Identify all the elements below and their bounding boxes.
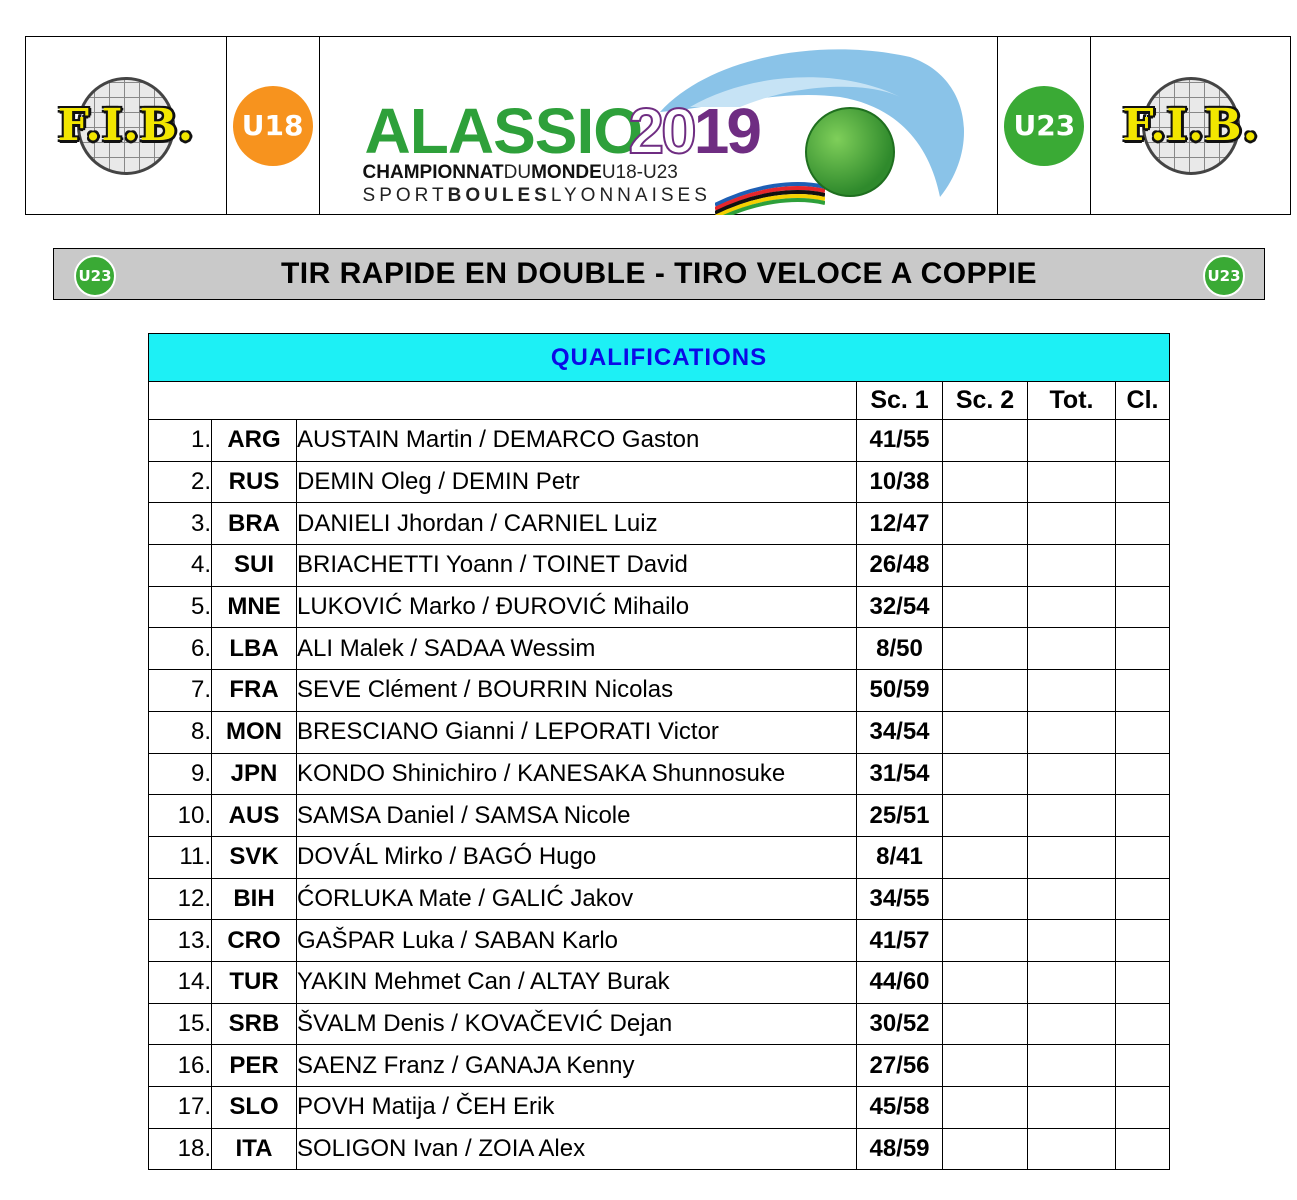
score2-cell	[943, 1045, 1028, 1087]
rank-cell: 17.	[149, 1087, 212, 1129]
score1-cell: 27/56	[857, 1045, 943, 1087]
score2-cell	[943, 711, 1028, 753]
class-cell	[1116, 503, 1170, 545]
fib-logo-text: F.I.B.	[1122, 100, 1259, 151]
total-cell	[1028, 961, 1116, 1003]
header-blank	[149, 382, 857, 420]
score1-cell: 41/57	[857, 920, 943, 962]
players-cell: YAKIN Mehmet Can / ALTAY Burak	[297, 961, 857, 1003]
players-cell: ALI Malek / SADAA Wessim	[297, 628, 857, 670]
players-cell: ĆORLUKA Mate / GALIĆ Jakov	[297, 878, 857, 920]
score1-cell: 34/55	[857, 878, 943, 920]
score2-cell	[943, 920, 1028, 962]
players-cell: SOLIGON Ivan / ZOIA Alex	[297, 1128, 857, 1170]
players-cell: DOVÁL Mirko / BAGÓ Hugo	[297, 836, 857, 878]
players-cell: SAENZ Franz / GANAJA Kenny	[297, 1045, 857, 1087]
country-cell: SVK	[212, 836, 297, 878]
score2-cell	[943, 1128, 1028, 1170]
column-header-sc1: Sc. 1	[857, 382, 943, 420]
score2-cell	[943, 1087, 1028, 1129]
players-cell: AUSTAIN Martin / DEMARCO Gaston	[297, 420, 857, 462]
table-row	[149, 878, 1170, 920]
total-cell	[1028, 1003, 1116, 1045]
class-cell	[1116, 545, 1170, 587]
fib-logo-left	[26, 37, 227, 214]
event-city: ALASSIO	[364, 95, 643, 167]
fib-logo-right	[1091, 37, 1290, 214]
class-cell	[1116, 628, 1170, 670]
event-year	[628, 95, 759, 167]
score1-cell: 50/59	[857, 670, 943, 712]
rank-cell: 6.	[149, 628, 212, 670]
total-cell	[1028, 545, 1116, 587]
country-cell: BRA	[212, 503, 297, 545]
score1-cell: 26/48	[857, 545, 943, 587]
country-cell: MON	[212, 711, 297, 753]
total-cell	[1028, 586, 1116, 628]
country-cell: SLO	[212, 1087, 297, 1129]
score1-cell: 44/60	[857, 961, 943, 1003]
table-row	[149, 1045, 1170, 1087]
country-cell: ARG	[212, 420, 297, 462]
score1-cell: 12/47	[857, 503, 943, 545]
class-cell	[1116, 1045, 1170, 1087]
rank-cell: 16.	[149, 1045, 212, 1087]
players-cell: BRIACHETTI Yoann / TOINET David	[297, 545, 857, 587]
header-banner	[25, 36, 1291, 215]
rank-cell: 8.	[149, 711, 212, 753]
class-cell	[1116, 586, 1170, 628]
class-cell	[1116, 961, 1170, 1003]
column-header-row	[149, 382, 1170, 420]
table-row	[149, 1128, 1170, 1170]
table-row	[149, 1087, 1170, 1129]
rank-cell: 18.	[149, 1128, 212, 1170]
country-cell: BIH	[212, 878, 297, 920]
year-part-2: 19	[693, 95, 759, 167]
total-cell	[1028, 878, 1116, 920]
total-cell	[1028, 628, 1116, 670]
rank-cell: 14.	[149, 961, 212, 1003]
country-cell: SUI	[212, 545, 297, 587]
sport-line: SPORTBOULESLYONNAISES	[362, 185, 711, 206]
rank-cell: 13.	[149, 920, 212, 962]
rank-cell: 15.	[149, 1003, 212, 1045]
u23-badge: U23	[1004, 86, 1084, 166]
score2-cell	[943, 1003, 1028, 1045]
table-row	[149, 503, 1170, 545]
rank-cell: 5.	[149, 586, 212, 628]
event-logo	[320, 37, 999, 214]
score2-cell	[943, 586, 1028, 628]
players-cell: GAŠPAR Luka / SABAN Karlo	[297, 920, 857, 962]
country-cell: LBA	[212, 628, 297, 670]
score1-cell: 32/54	[857, 586, 943, 628]
table-row	[149, 545, 1170, 587]
score2-cell	[943, 795, 1028, 837]
score1-cell: 30/52	[857, 1003, 943, 1045]
competition-title-bar	[53, 248, 1265, 300]
total-cell	[1028, 836, 1116, 878]
table-row	[149, 711, 1170, 753]
u23-mini-badge-left: U23	[74, 255, 116, 297]
score2-cell	[943, 670, 1028, 712]
class-cell	[1116, 920, 1170, 962]
competition-title: TIR RAPIDE EN DOUBLE - TIRO VELOCE A COPPIE	[280, 257, 1037, 290]
class-cell	[1116, 420, 1170, 462]
class-cell	[1116, 1087, 1170, 1129]
total-cell	[1028, 461, 1116, 503]
rank-cell: 7.	[149, 670, 212, 712]
championship-line: CHAMPIONNATDUMONDEU18-U23	[362, 162, 678, 183]
stripes-icon	[715, 175, 825, 215]
rank-cell: 11.	[149, 836, 212, 878]
players-cell: DANIELI Jhordan / CARNIEL Luiz	[297, 503, 857, 545]
u23-mini-badge-right: U23	[1203, 255, 1245, 297]
table-row	[149, 670, 1170, 712]
rank-cell: 4.	[149, 545, 212, 587]
column-header-sc2: Sc. 2	[943, 382, 1028, 420]
country-cell: AUS	[212, 795, 297, 837]
class-cell	[1116, 836, 1170, 878]
country-cell: JPN	[212, 753, 297, 795]
class-cell	[1116, 1128, 1170, 1170]
country-cell: FRA	[212, 670, 297, 712]
class-cell	[1116, 461, 1170, 503]
column-header-cl: Cl.	[1116, 382, 1170, 420]
class-cell	[1116, 878, 1170, 920]
score2-cell	[943, 420, 1028, 462]
total-cell	[1028, 920, 1116, 962]
class-cell	[1116, 711, 1170, 753]
boule-ball-icon	[805, 107, 895, 197]
score2-cell	[943, 545, 1028, 587]
score2-cell	[943, 461, 1028, 503]
fib-logo-text: F.I.B.	[57, 100, 195, 151]
score1-cell: 41/55	[857, 420, 943, 462]
table-row	[149, 836, 1170, 878]
score2-cell	[943, 836, 1028, 878]
table-row	[149, 461, 1170, 503]
score1-cell: 8/41	[857, 836, 943, 878]
score2-cell	[943, 753, 1028, 795]
score2-cell	[943, 961, 1028, 1003]
u18-badge-cell	[227, 37, 320, 214]
table-row	[149, 420, 1170, 462]
class-cell	[1116, 795, 1170, 837]
players-cell: ŠVALM Denis / KOVAČEVIĆ Dejan	[297, 1003, 857, 1045]
players-cell: BRESCIANO Gianni / LEPORATI Victor	[297, 711, 857, 753]
players-cell: LUKOVIĆ Marko / ĐUROVIĆ Mihailo	[297, 586, 857, 628]
column-header-tot: Tot.	[1028, 382, 1116, 420]
table-row	[149, 628, 1170, 670]
table-row	[149, 961, 1170, 1003]
score2-cell	[943, 628, 1028, 670]
score2-cell	[943, 503, 1028, 545]
players-cell: POVH Matija / ČEH Erik	[297, 1087, 857, 1129]
score1-cell: 34/54	[857, 711, 943, 753]
section-title: QUALIFICATIONS	[149, 334, 1170, 382]
score1-cell: 31/54	[857, 753, 943, 795]
results-table	[148, 333, 1170, 1170]
class-cell	[1116, 1003, 1170, 1045]
rank-cell: 3.	[149, 503, 212, 545]
class-cell	[1116, 670, 1170, 712]
total-cell	[1028, 753, 1116, 795]
total-cell	[1028, 1087, 1116, 1129]
rank-cell: 2.	[149, 461, 212, 503]
country-cell: RUS	[212, 461, 297, 503]
u18-badge: U18	[233, 86, 313, 166]
year-part-1: 20	[628, 95, 694, 167]
table-row	[149, 753, 1170, 795]
total-cell	[1028, 1045, 1116, 1087]
country-cell: PER	[212, 1045, 297, 1087]
table-row	[149, 920, 1170, 962]
table-row	[149, 1003, 1170, 1045]
players-cell: SAMSA Daniel / SAMSA Nicole	[297, 795, 857, 837]
total-cell	[1028, 503, 1116, 545]
rank-cell: 9.	[149, 753, 212, 795]
score1-cell: 25/51	[857, 795, 943, 837]
section-header-row	[149, 334, 1170, 382]
u23-badge-cell	[998, 37, 1091, 214]
players-cell: SEVE Clément / BOURRIN Nicolas	[297, 670, 857, 712]
score1-cell: 45/58	[857, 1087, 943, 1129]
country-cell: SRB	[212, 1003, 297, 1045]
rank-cell: 12.	[149, 878, 212, 920]
score1-cell: 10/38	[857, 461, 943, 503]
total-cell	[1028, 420, 1116, 462]
table-row	[149, 586, 1170, 628]
country-cell: CRO	[212, 920, 297, 962]
score2-cell	[943, 878, 1028, 920]
country-cell: ITA	[212, 1128, 297, 1170]
table-row	[149, 795, 1170, 837]
total-cell	[1028, 711, 1116, 753]
country-cell: TUR	[212, 961, 297, 1003]
country-cell: MNE	[212, 586, 297, 628]
players-cell: DEMIN Oleg / DEMIN Petr	[297, 461, 857, 503]
score1-cell: 48/59	[857, 1128, 943, 1170]
total-cell	[1028, 670, 1116, 712]
players-cell: KONDO Shinichiro / KANESAKA Shunnosuke	[297, 753, 857, 795]
rank-cell: 10.	[149, 795, 212, 837]
score1-cell: 8/50	[857, 628, 943, 670]
total-cell	[1028, 795, 1116, 837]
rank-cell: 1.	[149, 420, 212, 462]
total-cell	[1028, 1128, 1116, 1170]
class-cell	[1116, 753, 1170, 795]
